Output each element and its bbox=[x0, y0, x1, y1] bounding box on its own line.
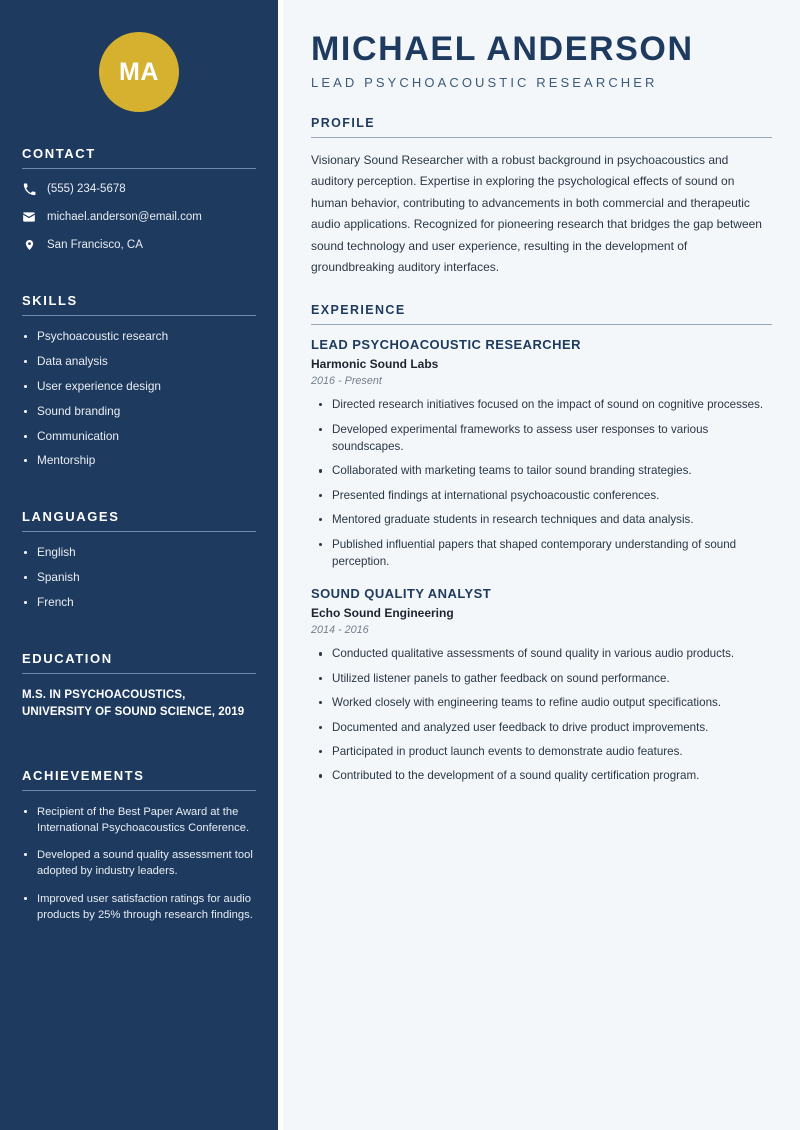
list-item: Published influential papers that shaped contemporary understanding of sound perception. bbox=[311, 536, 772, 571]
education-divider bbox=[22, 673, 256, 674]
list-item: User experience design bbox=[22, 379, 256, 395]
skills-heading: SKILLS bbox=[22, 292, 78, 308]
job-company: Echo Sound Engineering bbox=[311, 606, 454, 621]
list-item: Recipient of the Best Paper Award at the International Psychoacoustics Conference. bbox=[22, 804, 256, 836]
list-item: Mentored graduate students in research techniques and data analysis. bbox=[311, 511, 772, 528]
list-item: Conducted qualitative assessments of sound quality in various audio products. bbox=[311, 645, 772, 662]
list-item: Psychoacoustic research bbox=[22, 329, 256, 345]
contact-section bbox=[22, 146, 256, 253]
achievements-heading: ACHIEVEMENTS bbox=[22, 767, 145, 783]
sidebar bbox=[0, 0, 278, 1130]
list-item: Directed research initiatives focused on the impact of sound on cognitive processes. bbox=[311, 396, 772, 413]
spacer bbox=[22, 275, 256, 293]
contact-divider bbox=[22, 168, 256, 169]
job-title: SOUND QUALITY ANALYST bbox=[311, 586, 492, 602]
avatar-container bbox=[22, 0, 256, 146]
list-item: English bbox=[22, 545, 256, 561]
list-item: Developed a sound quality assessment tool adopted by industry leaders. bbox=[22, 847, 256, 879]
list-item: Communication bbox=[22, 429, 256, 445]
education-section bbox=[22, 651, 256, 722]
contact-location-value: San Francisco, CA bbox=[47, 238, 143, 251]
spacer bbox=[22, 744, 256, 768]
achievements-list bbox=[22, 804, 256, 923]
map-pin-icon bbox=[22, 238, 36, 252]
job-role-subtitle: LEAD PSYCHOACOUSTIC RESEARCHER bbox=[311, 75, 658, 91]
list-item: Sound branding bbox=[22, 404, 256, 420]
list-item: Participated in product launch events to demonstrate audio features. bbox=[311, 743, 772, 760]
main-content bbox=[283, 0, 800, 1130]
list-item: Data analysis bbox=[22, 354, 256, 370]
contact-item-email[interactable] bbox=[22, 210, 256, 225]
job-company: Harmonic Sound Labs bbox=[311, 357, 439, 372]
education-institution: UNIVERSITY OF SOUND SCIENCE, 2019 bbox=[22, 706, 245, 719]
list-item: Spanish bbox=[22, 570, 256, 586]
list-item: Utilized listener panels to gather feedback on sound performance. bbox=[311, 670, 772, 687]
contact-item-location[interactable] bbox=[22, 238, 256, 253]
contact-item-phone[interactable] bbox=[22, 182, 256, 197]
experience-job bbox=[311, 586, 772, 784]
skills-list bbox=[22, 329, 256, 470]
profile-text: Visionary Sound Researcher with a robust background in psychoacoustics and auditory perception. Expertise in exploring the psychological effects of sound on human behavior, contributing to advancements in both commercial and therapeutic audio applications. Recognized for pioneering research that bridges the gap between sound technology and user experience, resulting in the development of groundbreaking auditory interfaces. bbox=[311, 153, 762, 274]
languages-list bbox=[22, 545, 256, 611]
education-heading: EDUCATION bbox=[22, 651, 113, 667]
phone-icon bbox=[22, 183, 36, 196]
profile-divider bbox=[311, 137, 772, 138]
education-degree: M.S. IN PSYCHOACOUSTICS, bbox=[22, 689, 186, 702]
list-item: Improved user satisfaction ratings for audio products by 25% through research findings. bbox=[22, 891, 256, 923]
spacer bbox=[22, 491, 256, 509]
languages-section bbox=[22, 509, 256, 611]
list-item: Presented findings at international psychoacoustic conferences. bbox=[311, 487, 772, 504]
list-item: French bbox=[22, 595, 256, 611]
job-dates: 2016 - Present bbox=[311, 375, 382, 388]
profile-heading: PROFILE bbox=[311, 116, 375, 131]
contact-phone-value: (555) 234-5678 bbox=[47, 183, 126, 195]
job-title: LEAD PSYCHOACOUSTIC RESEARCHER bbox=[311, 337, 581, 353]
achievements-section bbox=[22, 768, 256, 923]
list-item: Developed experimental frameworks to assess user responses to various soundscapes. bbox=[311, 421, 772, 456]
list-item: Documented and analyzed user feedback to drive product improvements. bbox=[311, 719, 772, 736]
avatar: MA bbox=[99, 32, 179, 112]
list-item: Collaborated with marketing teams to tailor sound branding strategies. bbox=[311, 462, 772, 479]
list-item: Contributed to the development of a sound quality certification program. bbox=[311, 767, 772, 784]
page-title: MICHAEL ANDERSON bbox=[311, 30, 694, 68]
languages-divider bbox=[22, 531, 256, 532]
spacer bbox=[22, 633, 256, 651]
list-item: Worked closely with engineering teams to refine audio output specifications. bbox=[311, 694, 772, 711]
education-entry bbox=[22, 687, 256, 722]
contact-heading: CONTACT bbox=[22, 146, 96, 161]
job-dates: 2014 - 2016 bbox=[311, 624, 369, 637]
experience-heading: EXPERIENCE bbox=[311, 303, 406, 318]
profile-section bbox=[311, 116, 772, 278]
list-item: Mentorship bbox=[22, 453, 256, 469]
experience-section bbox=[311, 303, 772, 784]
skills-divider bbox=[22, 315, 256, 316]
job-bullet-list bbox=[311, 645, 772, 784]
skills-section bbox=[22, 293, 256, 470]
contact-email-value: michael.anderson@email.com bbox=[47, 210, 202, 223]
achievements-divider bbox=[22, 790, 256, 791]
job-bullet-list bbox=[311, 396, 772, 570]
experience-divider bbox=[311, 324, 772, 325]
experience-job bbox=[311, 337, 772, 570]
languages-heading: LANGUAGES bbox=[22, 509, 120, 525]
envelope-icon bbox=[22, 210, 36, 224]
